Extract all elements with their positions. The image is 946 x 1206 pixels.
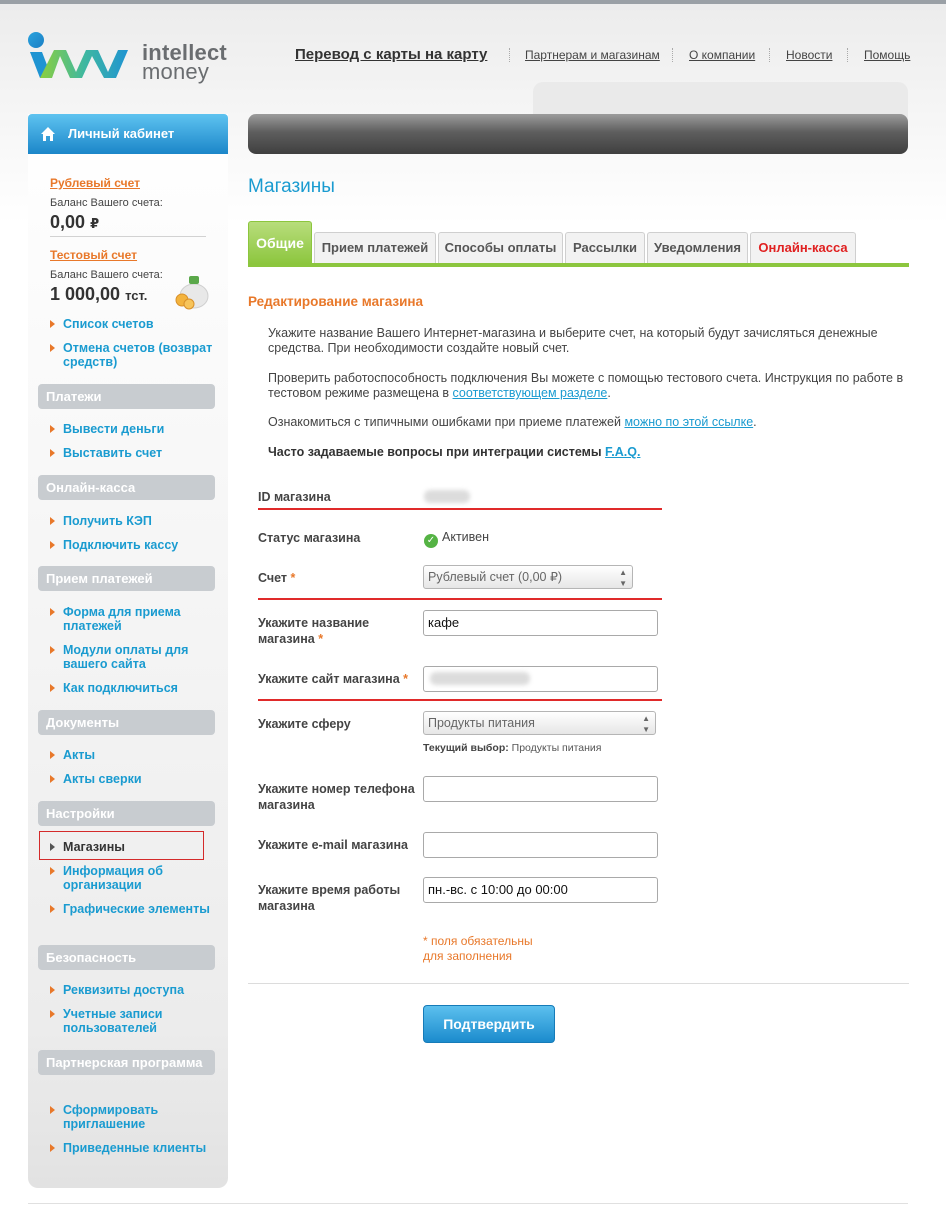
sidebar-item-referred-clients[interactable]: Приведенные клиенты xyxy=(50,1141,220,1155)
select-arrows-icon: ▲ ▼ xyxy=(642,714,650,734)
nav-card-transfer-link[interactable]: Перевод с карты на карту xyxy=(295,46,488,63)
highlight-underline xyxy=(258,699,662,701)
email-input[interactable] xyxy=(423,832,658,858)
account-select-value: Рублевый счет (0,00 ₽) xyxy=(428,570,563,584)
submit-button[interactable]: Подтвердить xyxy=(423,1005,555,1043)
required-fields-note xyxy=(423,934,533,964)
tab-payment-methods[interactable]: Способы оплаты xyxy=(438,232,563,263)
sphere-select-value: Продукты питания xyxy=(428,716,535,730)
shop-site-label xyxy=(258,671,418,687)
sidebar-item-payment-modules[interactable]: Модули оплаты для вашего сайта xyxy=(50,643,220,671)
form-divider xyxy=(248,983,909,984)
ruble-currency: ₽ xyxy=(90,216,100,231)
highlight-underline xyxy=(258,598,662,600)
phone-input[interactable] xyxy=(423,776,658,802)
sidebar-section-receive-payments: Прием платежей xyxy=(38,566,215,591)
sidebar-item-accounts-list[interactable]: Список счетов xyxy=(50,317,220,331)
test-currency: тст. xyxy=(125,288,148,303)
tab-mailings[interactable]: Рассылки xyxy=(565,232,645,263)
sidebar-item-acts[interactable]: Акты xyxy=(50,748,220,762)
nav-separator xyxy=(509,48,510,62)
test-balance-amount: 1 000,00 xyxy=(50,284,121,304)
shop-site-value-redacted xyxy=(430,672,530,685)
nav-news-link[interactable]: Новости xyxy=(786,48,833,62)
hours-input[interactable]: пн.-вс. с 10:00 до 00:00 xyxy=(423,877,658,903)
account-select[interactable] xyxy=(423,565,633,589)
errors-text: Ознакомиться с типичными ошибками при приеме платежей xyxy=(268,415,625,429)
shop-name-label-text: Укажите название магазина xyxy=(258,616,370,646)
home-icon xyxy=(40,126,56,142)
sidebar-section-online-kassa: Онлайн-касса xyxy=(38,475,215,500)
account-label xyxy=(258,570,418,586)
check-icon: ✓ xyxy=(424,534,438,548)
test-mode-text: Проверить работоспособность подключения Вы можете с помощью тестового счета. Инструкция по работе в тестовом режиме размещена в xyxy=(268,371,904,400)
sphere-label: Укажите сферу xyxy=(258,717,351,731)
sidebar-section-payments: Платежи xyxy=(38,384,215,409)
current-choice-value: Продукты питания xyxy=(511,742,602,754)
test-balance-value xyxy=(50,284,147,305)
ruble-account-link[interactable]: Рублевый счет xyxy=(50,176,140,190)
nav-about-link[interactable]: О компании xyxy=(689,48,756,62)
sidebar-header[interactable] xyxy=(28,114,228,154)
email-label: Укажите e-mail магазина xyxy=(258,838,408,852)
sidebar-section-partner: Партнерская программа xyxy=(38,1050,215,1075)
tab-online-kassa[interactable]: Онлайн-касса xyxy=(750,232,856,263)
account-label-text: Счет xyxy=(258,571,288,585)
shop-status-value xyxy=(424,530,489,548)
test-mode-paragraph xyxy=(268,371,913,401)
current-choice xyxy=(423,742,601,754)
current-choice-label: Текущий выбор: xyxy=(423,742,509,754)
sidebar-item-shops[interactable]: Магазины xyxy=(50,840,220,854)
highlight-underline xyxy=(258,508,662,510)
errors-paragraph xyxy=(268,415,913,430)
test-section-link[interactable]: соответствующем разделе xyxy=(452,386,608,400)
sidebar-item-connect-kassa[interactable]: Подключить кассу xyxy=(50,538,220,552)
coins-icon xyxy=(172,272,212,312)
tab-notifications[interactable]: Уведомления xyxy=(647,232,748,263)
test-mode-end: . xyxy=(607,386,611,400)
nav-help-link[interactable]: Помощь xyxy=(864,48,911,62)
required-fields-note-line1: * поля обязательны xyxy=(423,934,533,948)
sidebar-item-issue-invoice[interactable]: Выставить счет xyxy=(50,446,220,460)
faq-paragraph xyxy=(268,445,913,460)
nav-separator xyxy=(847,48,848,62)
shop-id-value-redacted xyxy=(424,490,470,503)
required-star: * xyxy=(290,571,296,585)
errors-link[interactable]: можно по этой ссылке xyxy=(624,415,754,429)
sidebar-item-graphic-elements[interactable]: Графические элементы xyxy=(50,902,220,916)
tab-underline xyxy=(248,263,909,267)
shop-status-text: Активен xyxy=(442,530,490,544)
shop-name-label xyxy=(258,615,418,647)
faq-text: Часто задаваемые вопросы при интеграции системы xyxy=(268,445,606,459)
logo-mark-icon xyxy=(28,32,138,86)
ruble-balance-caption: Баланс Вашего счета: xyxy=(50,197,163,209)
shop-id-label: ID магазина xyxy=(258,490,331,504)
shop-status-label: Статус магазина xyxy=(258,531,361,545)
sidebar-divider xyxy=(50,236,206,237)
shop-name-input[interactable]: кафе xyxy=(423,610,658,636)
sidebar-item-access-details[interactable]: Реквизиты доступа xyxy=(50,983,220,997)
sphere-select[interactable] xyxy=(423,711,656,735)
sidebar-item-how-to-connect[interactable]: Как подключиться xyxy=(50,681,220,695)
required-star: * xyxy=(403,672,409,686)
logo[interactable] xyxy=(28,32,238,86)
tab-receive-payments[interactable]: Прием платежей xyxy=(314,232,436,263)
tab-general[interactable]: Общие xyxy=(248,221,312,264)
sidebar-item-organization-info[interactable]: Информация об организации xyxy=(50,864,220,892)
header-dark-bar xyxy=(248,114,908,154)
sidebar-item-get-kep[interactable]: Получить КЭП xyxy=(50,514,220,528)
sidebar-section-settings: Настройки xyxy=(38,801,215,826)
phone-label: Укажите номер телефона магазина xyxy=(258,782,415,812)
shop-site-label-text: Укажите сайт магазина xyxy=(258,672,400,686)
faq-link[interactable]: F.A.Q. xyxy=(605,445,641,459)
page-title: Магазины xyxy=(248,176,335,197)
logo-text-line1: intellect xyxy=(142,40,227,65)
sidebar-item-user-accounts[interactable]: Учетные записи пользователей xyxy=(50,1007,220,1035)
ruble-balance-amount: 0,00 xyxy=(50,212,86,232)
errors-end: . xyxy=(753,415,757,429)
sidebar-item-reconciliation-acts[interactable]: Акты сверки xyxy=(50,772,220,786)
intro-paragraph: Укажите название Вашего Интернет-магазина и выберите счет, на который будут зачисляться денежные средства. При необходимости создайте новый счет. xyxy=(268,326,878,355)
sidebar-item-payment-form[interactable]: Форма для приема платежей xyxy=(50,605,220,633)
nav-separator xyxy=(672,48,673,62)
section-title: Редактирование магазина xyxy=(248,294,424,309)
sidebar-item-create-invitation[interactable]: Сформировать приглашение xyxy=(50,1103,220,1131)
select-arrows-icon: ▲ ▼ xyxy=(619,568,627,588)
hours-label: Укажите время работы магазина xyxy=(258,883,401,913)
required-star: * xyxy=(318,632,324,646)
sidebar-header-title: Личный кабинет xyxy=(68,126,175,141)
sidebar-section-documents: Документы xyxy=(38,710,215,735)
test-account-link[interactable]: Тестовый счет xyxy=(50,248,138,262)
ruble-balance-value xyxy=(50,212,99,233)
nav-separator xyxy=(769,48,770,62)
footer-divider xyxy=(28,1203,908,1204)
test-balance-caption: Баланс Вашего счета: xyxy=(50,269,163,281)
nav-partners-link[interactable]: Партнерам и магазинам xyxy=(525,48,660,62)
sidebar-item-withdraw[interactable]: Вывести деньги xyxy=(50,422,220,436)
required-fields-note-line2: для заполнения xyxy=(423,949,513,963)
sidebar xyxy=(28,114,228,1188)
tab-bar xyxy=(248,220,909,268)
logo-text-line2: money xyxy=(142,59,210,84)
sidebar-item-cancel-invoices[interactable]: Отмена счетов (возврат средств) xyxy=(50,341,220,369)
sidebar-section-security: Безопасность xyxy=(38,945,215,970)
